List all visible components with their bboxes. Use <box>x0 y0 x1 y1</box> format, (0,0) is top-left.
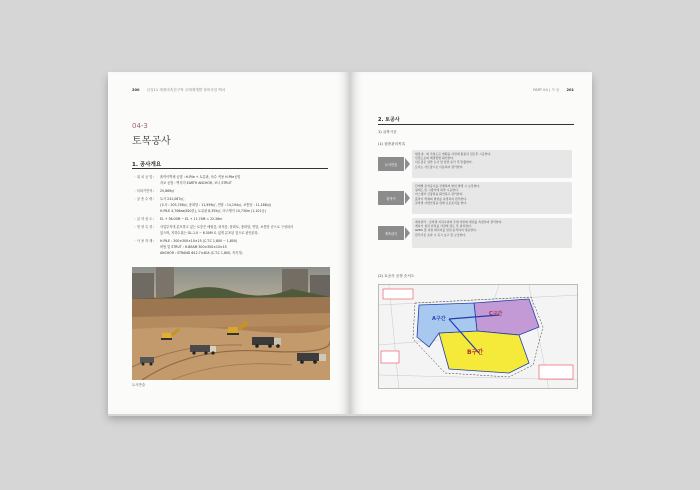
spec-row <box>134 244 227 249</box>
left-page-header <box>132 88 225 93</box>
zone-b-label: B구간 <box>467 349 484 356</box>
spec-key: ◦ 위 치 공 법 : <box>134 175 155 179</box>
right-page <box>350 72 592 414</box>
spec-row <box>134 224 293 229</box>
left-running-header: 신길11 재정비촉진구역 주택재개발 정비사업 백서 <box>146 88 226 92</box>
spec-value: 흙막이벽체 공법 : H-Pile + 토류판, 차수 적용 H-Pile공법 <box>160 175 241 179</box>
arrow-right-icon <box>405 158 410 170</box>
excavation-photo-illustration <box>132 267 330 380</box>
zone-c-area <box>474 299 539 335</box>
zone-map-drawing <box>379 285 578 389</box>
spec-row <box>134 208 266 213</box>
spec-value: 지보 공법 : 벽지지 EARTH ANCHOR, 코너 STRUT <box>160 181 232 185</box>
spec-value: 사업부지에 분포하고 있는 토층은 매립층, 퇴적층, 풍화토, 풍화암, 연암, 보통암 순으로 구성되어 <box>160 225 294 229</box>
zone-c-label: C구간 <box>489 311 503 317</box>
left-page-number: 200 <box>132 88 140 92</box>
spec-value: H-PILE 4,706ea(620본), 토류판 8,355㎡, 어스앵커 10,730m (1,101공) <box>160 209 266 213</box>
subsection-title: 1) 굴착시공 <box>378 130 397 134</box>
spec-row <box>134 202 271 207</box>
management-row <box>378 182 574 214</box>
spec-value: (토사 : 203,746㎥, 풍화암 : 11,959㎥, 연암 : 14,194㎥, 보통암 : 11,188㎥) <box>160 203 272 207</box>
management-tag: 흙막이 <box>378 191 404 205</box>
book-spread <box>108 72 592 414</box>
arrow-right-icon <box>405 192 410 204</box>
chapter-number: 04-3 <box>132 122 148 130</box>
management-row <box>378 150 574 178</box>
section-rule <box>132 168 328 169</box>
subsection-title: (2) 토공사 공정 순서도 <box>378 274 415 278</box>
spec-value: 25,869㎡ <box>160 189 175 193</box>
spec-key: ◦ 굴 착 심 도 : <box>134 217 155 221</box>
right-page-number: 201 <box>566 88 574 92</box>
spec-key: ◦ 터파기면적 : <box>134 189 155 193</box>
spec-value: H-PILE : 300×300×10×15 (C.T.C 1,800 ~ 1,800) <box>160 239 238 243</box>
bullet-line: GPRS 및 측정 데이터를 일일 분석하여 대응한다. <box>415 228 477 233</box>
spec-row <box>134 230 259 235</box>
bullet-line: 사토장은 일반 토사 및 암반 분리 후 반출한다. <box>415 160 473 165</box>
spec-value: 있으며, 지하수위는 GL-1.0 ~ 6.50M 로 넓게 분포된 것으로 판단된다. <box>160 231 259 235</box>
spec-row <box>134 216 222 221</box>
spec-key: ◦ 사 용 자 재 : <box>134 239 155 243</box>
bullet-line: 단계별 굴착공사를 진행하며 변위 발생 시 보강한다. <box>415 184 481 188</box>
section-title: 1. 공사개요 <box>132 162 162 168</box>
zone-a-label: A구간 <box>432 316 446 322</box>
bullet-line: 현장내 · 외 가설도로 계획을 사전에 충분히 검토후 시공한다. <box>415 152 492 156</box>
construction-site-photo <box>132 267 330 380</box>
subsection-title: (1) 집중관리목록 <box>378 142 406 146</box>
spec-row <box>134 180 232 185</box>
left-page <box>108 72 350 414</box>
management-row <box>378 218 574 248</box>
spec-value: 버팀 및 STRUT : H-BEAM 300×300×10×15 <box>160 245 227 249</box>
bullet-line: 흙막이 벽체의 변위를 측정하여 관리한다. <box>415 196 468 201</box>
management-tag: 계측관리 <box>378 226 404 240</box>
spec-row <box>134 238 237 243</box>
spec-value: EL + 36.00M ~ EL + 11.74M = 22.26m <box>160 217 223 221</box>
bullet-line: 계측관리 : 굴착면 지하수위와 주변 지반의 변위를 측정하여 관리한다. <box>415 220 503 224</box>
site-zone-map <box>378 284 578 389</box>
bullet-line: 어스앵커 긴장력을 확인하고 관리한다. <box>415 192 464 197</box>
bullet-line: 관리기준 초과 시 즉시 보고 및 보강한다. <box>415 232 467 237</box>
right-section-rule <box>378 124 574 125</box>
management-box <box>412 150 572 178</box>
chapter-title: 토목공사 <box>132 136 171 147</box>
bullet-line: 인접도로의 해결방법 확인한다. <box>415 156 455 161</box>
bullet-line: 굴착면 사면안정을 위해 보호조치를 한다. <box>415 200 468 205</box>
zone-b-area <box>439 331 529 373</box>
management-box <box>412 218 572 248</box>
arrow-right-icon <box>405 227 410 239</box>
photo-caption: 토사반출 <box>132 383 146 387</box>
spec-value: ANCHOR : STRAND Φ12.7×4EA (C.T.C 1,800, 꼭지각) <box>160 251 243 255</box>
right-section-title: 2. 토공사 <box>378 117 400 123</box>
bullet-line: 토사는 사토장으로 이동하여 정리한다. <box>415 164 464 169</box>
right-running-header: PART 04 | 시 공 <box>533 88 560 92</box>
spec-row <box>134 188 174 193</box>
spec-key: ◦ 현 장 특 징 : <box>134 225 155 229</box>
spec-row <box>134 174 240 179</box>
spec-value: 토사 241,087㎥, <box>160 197 185 201</box>
bullet-line: 설계도 및 시방서에 따라 시공한다. <box>415 188 459 193</box>
spec-row <box>134 250 243 255</box>
management-tag: 토사반출 <box>378 157 404 171</box>
right-page-header <box>533 88 574 93</box>
spec-key: ◦ 공 종 수 량 : <box>134 197 155 201</box>
management-box <box>412 182 572 214</box>
bullet-line: 계측기 설치 위치를 사전에 검토 후 설치한다. <box>415 224 472 229</box>
spec-row <box>134 196 185 201</box>
